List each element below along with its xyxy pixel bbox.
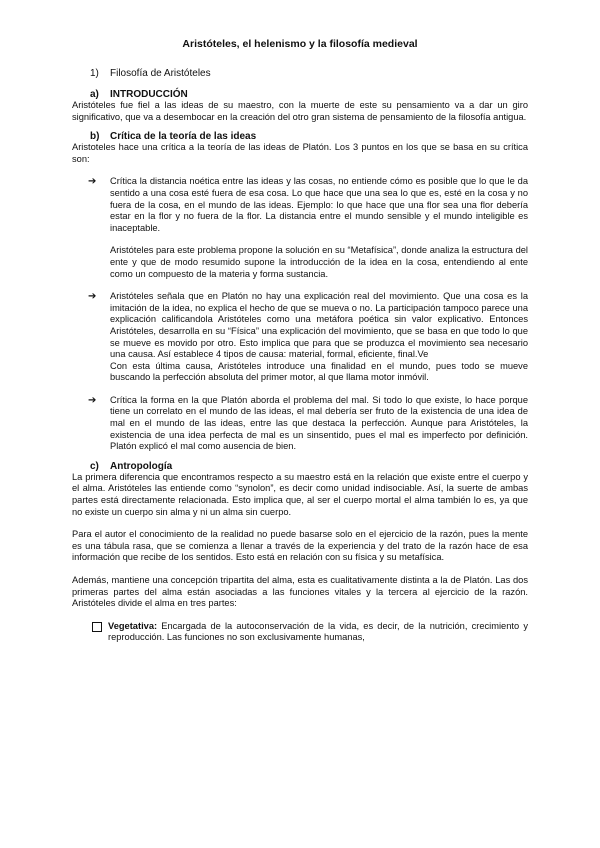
bullet-continuation [72,245,528,280]
document-page [72,38,528,644]
subsection-label: a) [90,89,99,100]
subsection-title: INTRODUCCIÓN [110,89,188,100]
bullet-paragraph: Aristóteles señala que en Platón no hay una explicación real del movimiento. Que una cosa es la imitación de la idea, no explica el hecho de que se mueva o no. La participación tampoco parece una explicación calificandola Aristóteles como una metáfora poética sin valor explicativo. Entonces Aristóteles, desarrolla en su “Física” una explicación del movimiento, que se basa en que todo lo que se mueve es movido por otro. Esto implica que para que se produzca el movimiento sea necesario una causa. Así establece 4 tipos de causa: material, formal, eficiente, final.Ve [110,291,528,360]
bullet-paragraph: Crítica la distancia noética entre las ideas y las cosas, no entiende cómo es posible que lo que le da sentido a una cosa esté fuera de esa cosa. Lo que hace que una sea lo que es, esté en la cosa y no fuera de la cosa, en el mundo de las ideas. Ejemplo: lo que hace que una flor sea una flor debería estar en la flor y no fuera de la flor. La distancia entre el mundo sensible y el mundo inteligible es inaceptable. [110,176,528,233]
critique-intro-paragraph: Aristoteles hace una crítica a la teoría de las ideas de Platón. Los 3 puntos en los que se basa en su crítica son: [72,142,528,164]
arrow-icon: ➔ [88,394,97,406]
document-title: Aristóteles, el helenismo y la filosofía medieval [182,38,418,50]
body-paragraph: Además, mantiene una concepción tripartita del alma, esta es cualitativamente distinta a la de Platón. Las dos primeras partes del alma están asociadas a las funciones vitales y la tercera al ejercicio de la razón. Aristóteles divide el alma en tres partes: [72,575,528,609]
section-number: 1) [90,68,99,79]
body-paragraph: La primera diferencia que encontramos respecto a su maestro está en la relación que existe entre el cuerpo y el alma. Aristóteles las entiende como “synolon”, es decir como unidad indisociable. Así, la suerte de ambas partes está directamente relacionada. Esto implica que, al ser el cuerpo mortal el alma también lo es, ya que no existe un cuerpo sin alma y ni un alma sin cuerpo. [72,471,528,517]
arrow-icon: ➔ [88,176,97,188]
body-paragraph: Para el autor el conocimiento de la realidad no puede basarse solo en el ejercicio de la razón, pues la mente es una tábula rasa, que se comienza a llenar a través de la experiencia y del trato de la razón hace de esa información que recibe de los sentidos. Esto está en relación con su física y su metafísica. [72,529,528,563]
bullet-paragraph: Crítica la forma en la que Platón aborda el problema del mal. Si todo lo que existe, lo hace porque tiene un correlato en el mundo de las ideas, el mal debería ser fruto de la existencia de una idea de mal en el mundo de las ideas, entre las que destaca la perfección. Aunque para Aristóteles, la existencia de una idea perfecta de mal es un sinsentido, pues el mal es imperfecto por definición. Platón explicó el mal como ausencia de bien. [110,394,528,452]
subsection-c-heading [90,461,528,472]
intro-paragraph: Aristóteles fue fiel a las ideas de su maestro, con la muerte de este su pensamiento va a dar un giro significativo, que va a desembocar en la creación del otro gran sistema de pensamiento de la filosofía antigua. [72,100,528,122]
bullet-paragraph: Aristóteles para este problema propone la solución en su “Metafísica”, donde analiza la estructura del ente y que de modo resumido supone la introducción de la idea en la cosa, entendiendo al ente como un compuesto de la materia y forma sustancia. [110,245,528,279]
subsection-label: c) [90,460,99,472]
subsection-a-heading [90,89,528,100]
checklist-term: Vegetativa: [108,620,158,631]
subsection-b-heading [90,131,528,142]
bullet-item [72,176,528,234]
bullet-item [72,291,528,384]
checklist-description: Encargada de la autoconservación de la vida, es decir, de la nutrición, crecimiento y reproducción. Las funciones no son exclusivamente humanas, [108,620,528,643]
subsection-label: b) [90,131,100,143]
checkbox-icon [92,622,102,632]
checklist-text [108,621,528,644]
bullet-paragraph: Con esta última causa, Aristóteles introduce una finalidad en el mundo, pues todo se mueve buscando la perfección absoluta del primer motor, al que llama motor inmóvil. [110,360,528,383]
checklist-item [72,621,528,644]
subsection-title: Crítica de la teoría de las ideas [110,131,257,143]
arrow-icon: ➔ [88,291,97,303]
section-1-heading [90,68,528,79]
section-title: Filosofía de Aristóteles [110,68,211,79]
subsection-title: Antropología [110,460,173,472]
bullet-item [72,395,528,453]
